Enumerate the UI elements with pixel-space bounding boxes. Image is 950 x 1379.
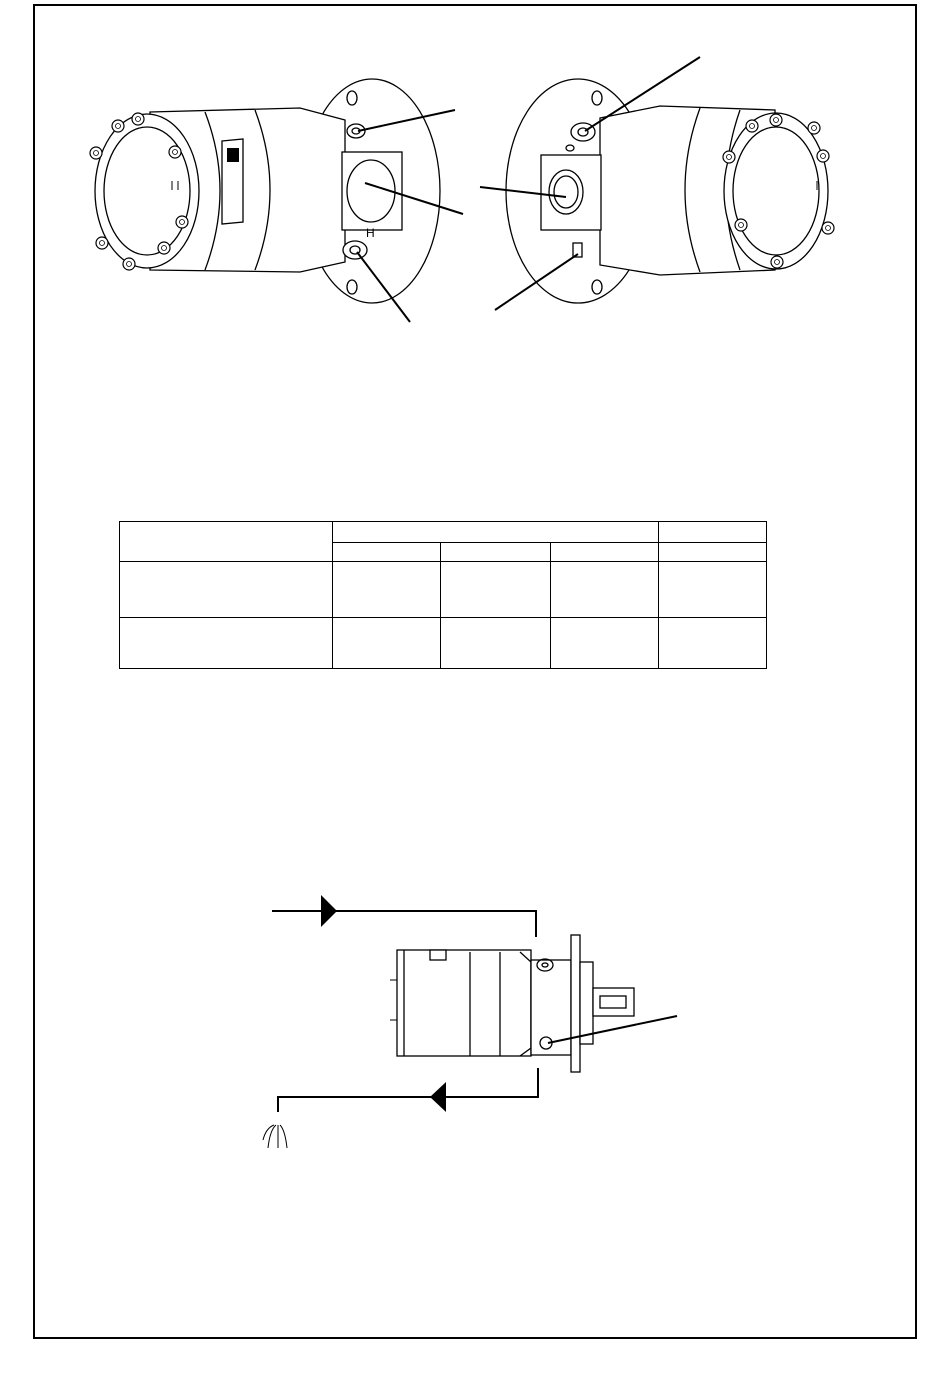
- svg-text:H: H: [366, 226, 375, 240]
- table-cell: [550, 543, 658, 562]
- port-bottom-left-fitting: [343, 241, 367, 259]
- table-cell: [441, 543, 550, 562]
- motor-side-view: [390, 935, 634, 1072]
- flow-outlet-arrow: [430, 1082, 446, 1112]
- table-cell: [658, 543, 766, 562]
- flow-inlet-line: [272, 911, 536, 937]
- table-cell: [441, 618, 550, 669]
- table-header-row-1: [120, 522, 767, 543]
- table-cell: [658, 562, 766, 618]
- drain-symbol: [263, 1125, 287, 1148]
- table-cell: [120, 618, 333, 669]
- table-cell: [550, 618, 658, 669]
- table-cell: [550, 562, 658, 618]
- table-cell: [333, 522, 658, 543]
- flow-outlet-line: [278, 1068, 538, 1112]
- table-cell: [120, 562, 333, 618]
- table-cell: [333, 543, 441, 562]
- table-row: [120, 562, 767, 618]
- flow-inlet-arrow: [321, 895, 337, 927]
- table-cell: [441, 562, 550, 618]
- table-row: [120, 618, 767, 669]
- spec-table: [119, 521, 767, 669]
- table-cell: [120, 522, 333, 562]
- table-cell: [658, 618, 766, 669]
- table-cell: [333, 562, 441, 618]
- table-cell: [658, 522, 766, 543]
- table-cell: [333, 618, 441, 669]
